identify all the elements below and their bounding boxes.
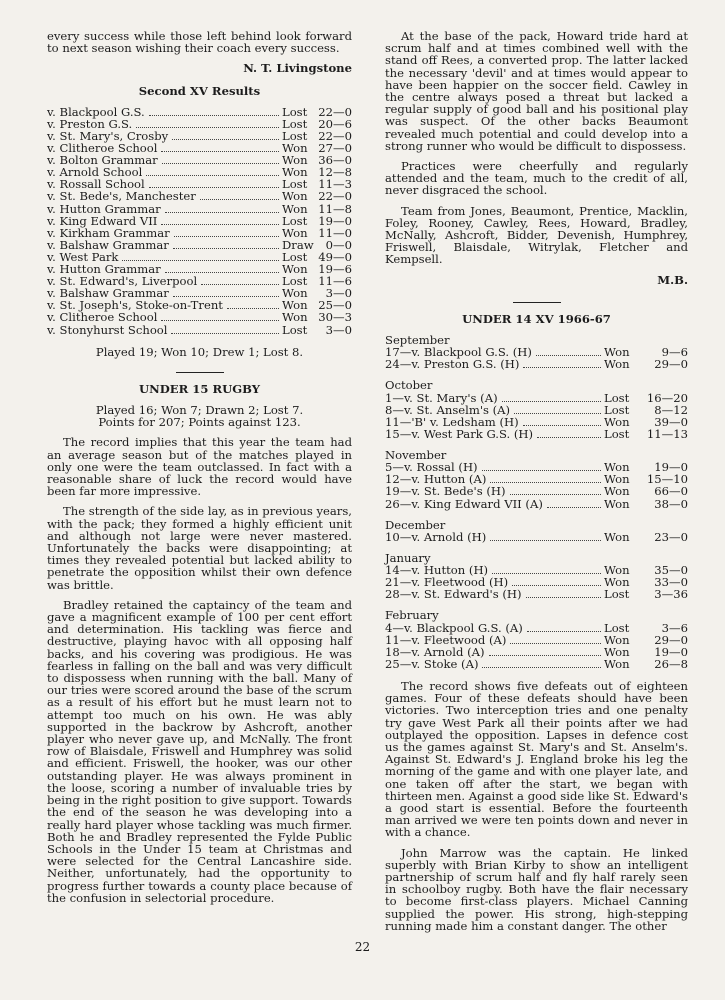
result: Won (604, 472, 630, 487)
opponent: v. Preston G.S. (47, 116, 133, 131)
result: Lost (604, 402, 630, 417)
result: Lost (282, 116, 308, 131)
signature: N. T. Livingstone (243, 61, 352, 76)
score: 12—8 (318, 165, 352, 180)
section-divider (176, 372, 224, 373)
body-paragraph: Team from Jones, Beaumont, Prentice, Macklin, Foley, Rooney, Cawley, Rees, Howard, Bradley, McNally, Ashcroft, Bidder, Devenish, Humphrey, Friswell, Blaisdale, Witrylak, Fletcher and Kempsell. (385, 203, 688, 267)
score: 49—0 (318, 249, 352, 264)
result-row (47, 311, 352, 323)
month-label: February (385, 608, 439, 623)
score: 36—0 (318, 153, 352, 168)
score: 27—0 (318, 141, 352, 156)
result: Won (282, 189, 308, 204)
fixture: 5—v. Rossal (H) (385, 460, 478, 475)
opponent: v. Balshaw Grammar (47, 286, 169, 301)
month-label: September (385, 333, 450, 348)
score: 38—0 (654, 496, 688, 511)
result: Won (604, 529, 630, 544)
opponent: v. Blackpool G.S. (47, 104, 145, 119)
right-column (385, 30, 688, 932)
fixture: 1—v. St. Mary's (A) (385, 390, 498, 405)
result: Won (604, 563, 630, 578)
fixture-row (385, 531, 688, 543)
fixture: 18—v. Arnold (A) (385, 644, 485, 659)
result: Lost (604, 620, 630, 635)
opponent: v. Stonyhurst School (47, 322, 168, 337)
result: Lost (282, 177, 308, 192)
result: Won (604, 357, 630, 372)
result: Won (282, 298, 308, 313)
fixture: 11—v. Fleetwood (A) (385, 632, 507, 647)
opponent: v. St. Bede's, Manchester (47, 189, 196, 204)
opponent: v. Clitheroe School (47, 310, 158, 325)
opponent: v. Rossall School (47, 177, 145, 192)
under-15-summary-line-2: Points for 207; Points against 123. (98, 415, 301, 430)
fixture: 14—v. Hutton (H) (385, 563, 489, 578)
result: Lost (604, 390, 630, 405)
under-14-fixtures (385, 334, 688, 670)
result: Won (604, 575, 630, 590)
opponent: v. Hutton Grammar (47, 262, 161, 277)
result: Lost (604, 426, 630, 441)
page-number: 22 (354, 940, 371, 954)
fixture: 11—'B' v. Ledsham (H) (385, 414, 519, 429)
opponent: v. King Edward VII (47, 213, 158, 228)
result: Won (604, 632, 630, 647)
opponent: v. Kirkham Grammar (47, 225, 170, 240)
score: 16—20 (646, 390, 688, 405)
score: 11—3 (318, 177, 352, 192)
fixture: 12—v. Hutton (A) (385, 472, 487, 487)
score: 30—3 (318, 310, 352, 325)
result: Won (604, 656, 630, 671)
fixture: 19—v. St. Bede's (H) (385, 484, 506, 499)
score: 15—10 (646, 472, 688, 487)
result: Lost (604, 587, 630, 602)
fixture-row (385, 358, 688, 370)
score: 3—0 (325, 286, 352, 301)
opponent: v. Clitheroe School (47, 141, 158, 156)
fixture-row (385, 428, 688, 440)
section-heading-second-xv: Second XV Results (138, 83, 261, 98)
result: Won (282, 201, 308, 216)
score: 9—6 (661, 345, 688, 360)
result: Won (604, 644, 630, 659)
result: Won (282, 310, 308, 325)
fixture: 15—v. West Park G.S. (H) (385, 426, 534, 441)
month-label: January (385, 550, 431, 565)
score: 29—0 (654, 632, 688, 647)
result: Won (604, 484, 630, 499)
result: Lost (282, 249, 308, 264)
score: 26—8 (654, 656, 688, 671)
score: 22—0 (318, 104, 352, 119)
fixture-row (385, 498, 688, 510)
result: Won (604, 414, 630, 429)
score: 11—0 (318, 225, 352, 240)
opponent: v. Balshaw Grammar (47, 237, 169, 252)
score: 11—8 (318, 201, 352, 216)
score: 39—0 (654, 414, 688, 429)
result: Draw (282, 237, 314, 252)
body-paragraph: At the base of the pack, Howard tride hard at scrum half and at times combined well with the stand off Rees, a converted prop. The latter lacked the necessary 'devil' and at times would appear to have been happier on the soccer field. Cawley in the centre always posed a threat but lacked a regular supply of good ball and his positional play was suspect. Of the other backs Beaumont revealed much potential and could develop into a strong runner who would be difficult to dispossess. (385, 29, 688, 153)
result: Won (282, 225, 308, 240)
month-label: October (385, 378, 433, 393)
result: Won (604, 496, 630, 511)
fixture-row (385, 485, 688, 497)
score: 23—0 (654, 529, 688, 544)
under-15-summary-line-1: Played 16; Won 7; Drawn 2; Lost 7. (95, 403, 304, 417)
result: Lost (282, 129, 308, 143)
score: 3—6 (661, 620, 688, 635)
fixture: 21—v. Fleetwood (H) (385, 575, 509, 590)
score: 19—0 (654, 644, 688, 659)
result: Won (282, 262, 308, 277)
section-heading-under-15: UNDER 15 RUGBY (139, 381, 260, 396)
section-heading-under-14: UNDER 14 XV 1966-67 (462, 311, 611, 326)
fixture: 17—v. Blackpool G.S. (H) (385, 345, 532, 360)
score: 19—6 (318, 262, 352, 277)
result: Won (282, 141, 308, 156)
fixture: 28—v. St. Edward's (H) (385, 587, 522, 602)
score: 11—6 (318, 274, 352, 289)
result: Won (604, 345, 630, 360)
score: 22—0 (318, 189, 352, 204)
result-row (47, 190, 352, 202)
score: 29—0 (654, 357, 688, 372)
fixture: 8—v. St. Anselm's (A) (385, 402, 511, 417)
opponent: v. St. Joseph's, Stoke-on-Trent (47, 298, 223, 313)
section-divider (513, 302, 561, 303)
opponent: v. Hutton Grammar (47, 201, 161, 216)
signature: M.B. (657, 272, 688, 287)
result-row (47, 203, 352, 215)
second-xv-summary: Played 19; Won 10; Drew 1; Lost 8. (95, 344, 304, 359)
body-paragraph: The strength of the side lay, as in previous years, with the pack; they formed a highly efficient unit and although not large were never mastered. Unfortunately the backs were disappointing; at times they revealed potential but lacked ability to penetrate the opposition whilst their own defence was brittle. (47, 504, 352, 592)
result: Lost (282, 322, 308, 337)
left-column (47, 30, 352, 904)
month-label: December (385, 517, 446, 532)
body-paragraph: Practices were cheerfully and regularly attended and the team, much to the credit of all, never disgraced the school. (385, 159, 688, 198)
fixture: 26—v. King Edward VII (A) (385, 496, 543, 511)
score: 20—6 (318, 116, 352, 131)
result: Won (282, 286, 308, 301)
fixture: 4—v. Blackpool G.S. (A) (385, 620, 523, 635)
score: 66—0 (654, 484, 688, 499)
opponent: v. Bolton Grammar (47, 153, 158, 168)
result: Lost (282, 213, 308, 228)
score: 8—12 (654, 402, 688, 417)
score: 35—0 (654, 563, 688, 578)
score: 19—0 (318, 213, 352, 228)
fixture-row (385, 634, 688, 646)
body-paragraph: The record shows five defeats out of eighteen games. Four of these defeats should have been victories. Two interception tries and one penalty try gave West Park all their points after we had outplayed the opposition. Lapses in defence cost us the games against St. Mary's and St. Anselm's. Against St. Edward's J. England broke his leg the morning of the game and with one player late, and one taken off after the start, we began with thirteen men. Against a good side like St. Edward's a good start is essential. Before the fourteenth man arrived we were ten points down and never in with a chance. (385, 678, 688, 840)
fixture: 24—v. Preston G.S. (H) (385, 357, 520, 372)
score: 19—0 (654, 460, 688, 475)
result: Won (282, 165, 308, 180)
result: Lost (282, 274, 308, 289)
fixture-row (385, 392, 688, 404)
fixture-row (385, 622, 688, 634)
result: Won (604, 460, 630, 475)
body-paragraph: Bradley retained the captaincy of the team and gave a magnificent example of 100 per cent effort and determination. His tackling was fierce and destructive, playing havoc with all opposing half backs, and his covering was prodigious. He was fearless in falling on the ball and was very difficult to dispossess when running with the ball. Many of our tries were scored around the base of the scrum as a result of his effort but he must learn not to attempt too much on his own. He was ably supported in the backrow by Ashcroft, another player who never gave up, and McNally. The front row of Blaisdale, Friswell and Humphrey was solid and efficient. Friswell, the hooker, was our other outstanding player. He was always prominent in the loose, scoring a number of invaluable tries by being in the right position to give support. Towards the end of the season he was developing into a really hard player whose tackling was much firmer. Both he and Bradley represented the Fylde Public Schools in the Under 15 team at Christmas and were selected for the Central Lancashire side. Neither, unfortunately, had the opportunity to progress further towards a county place because of the confusion in selectorial procedure. (47, 597, 352, 905)
result-row (47, 324, 352, 336)
opponent: v. Arnold School (47, 165, 143, 180)
opponent: v. St. Mary's, Crosby (47, 129, 169, 143)
result-row (47, 215, 352, 227)
score: 11—13 (646, 426, 688, 441)
fixture: 10—v. Arnold (H) (385, 529, 487, 544)
month-label: November (385, 448, 447, 463)
score: 3—0 (325, 322, 352, 337)
fixture-row (385, 588, 688, 600)
score: 3—36 (654, 587, 688, 602)
score: 22—0 (318, 129, 352, 143)
intro-paragraph: every success while those left behind look forward to next season wishing their coach every success. (47, 29, 352, 56)
opponent: v. West Park (47, 249, 119, 264)
result: Lost (282, 104, 308, 119)
fixture: 25—v. Stoke (A) (385, 656, 479, 671)
score: 25—0 (318, 298, 352, 313)
result: Won (282, 153, 308, 168)
score: 33—0 (654, 575, 688, 590)
fixture-row (385, 658, 688, 670)
body-paragraph: John Marrow was the captain. He linked superbly with Brian Kirby to show an intelligent partnership of scrum half and fly half rarely seen in schoolboy rugby. Both have the flair necessary to become first-class players. Michael Canning supplied the power. His strong, high-stepping running made him a constant danger. The other (385, 845, 688, 933)
opponent: v. St. Edward's, Liverpool (47, 274, 198, 289)
body-paragraph: The record implies that this year the team had an average season but of the matches played in only one were the team outclassed. In fact with a reasonable share of luck the record would have been far more impressive. (47, 435, 352, 499)
score: 0—0 (325, 237, 352, 252)
second-xv-results (47, 106, 352, 336)
